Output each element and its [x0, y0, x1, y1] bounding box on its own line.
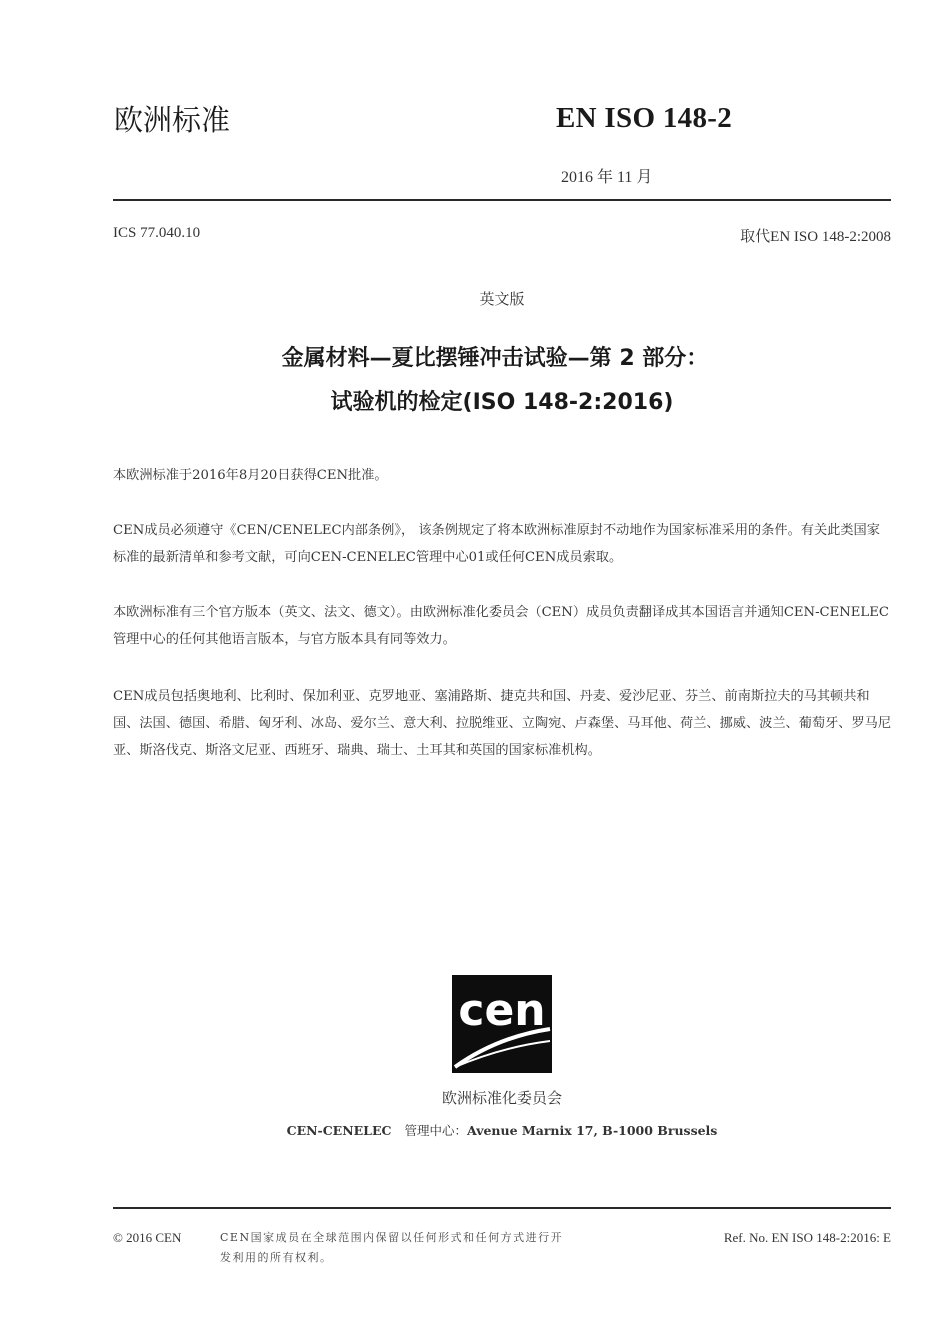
reference-number: Ref. No. EN ISO 148-2:2016: E: [723, 1230, 891, 1245]
address-prefix: CEN-CENELEC: [286, 1123, 392, 1138]
rights-statement: CEN国家成员在全球范围内保留以任何形式和任何方式进行开发利用的所有权利。: [220, 1231, 564, 1264]
document-title-line-2: 试验机的检定(ISO 148-2:2016): [330, 390, 674, 415]
address-main: Avenue Marnix 17, B-1000 Brussels: [467, 1123, 718, 1138]
cen-logo-text: cen: [458, 985, 546, 1036]
approval-paragraph: 本欧洲标准于2016年8月20日获得CEN批准。: [113, 468, 388, 483]
standard-type-heading: 欧洲标准: [114, 103, 231, 137]
address-mid: 管理中心：: [404, 1123, 468, 1138]
version-label: 英文版: [479, 290, 525, 308]
official-versions-paragraph: 本欧洲标准有三个官方版本（英文、法文、德文）。由欧洲标准化委员会（CEN）成员负责翻译成其本国语言并通知CEN-CENELEC管理中心的任何其他语言版本，与官方版本具有同等效力。: [113, 605, 889, 647]
cen-logo-graphic: [452, 975, 552, 1073]
document-title-line-1: 金属材料—夏比摆锤冲击试验—第 2 部分：: [281, 346, 709, 371]
top-divider: [113, 199, 891, 201]
regulations-paragraph: CEN成员必须遵守《CEN/CENELEC内部条例》， 该条例规定了将本欧洲标准原封不动地作为国家标准采用的条件。有关此类国家标准的最新清单和参考文献，可向CEN-CENELEC管理中心01或任何CEN成员索取。: [113, 523, 880, 565]
bottom-divider: [113, 1207, 891, 1209]
copyright-notice: © 2016 CEN: [113, 1230, 182, 1245]
cen-logo: [452, 975, 552, 1073]
ics-code: ICS 77.040.10: [113, 225, 201, 241]
members-paragraph: CEN成员包括奥地利、比利时、保加利亚、克罗地亚、塞浦路斯、捷克共和国、丹麦、爱沙尼亚、芬兰、前南斯拉夫的马其顿共和国、法国、德国、希腊、匈牙利、冰岛、爱尔兰、意大利、拉脱维亚、立陶宛、卢森堡、马耳他、荷兰、挪威、波兰、葡萄牙、罗马尼亚、斯洛伐克、斯洛文尼亚、西班牙、瑞典、瑞士、土耳其和英国的国家标准机构。: [113, 689, 892, 758]
standard-number-heading: EN ISO 148-2: [556, 102, 733, 134]
organization-name: 欧洲标准化委员会: [441, 1089, 562, 1107]
management-address: [0, 1121, 950, 1139]
supersedes-note: 取代EN ISO 148-2:2008: [740, 229, 891, 245]
publication-date: 2016 年 11 月: [561, 169, 653, 186]
